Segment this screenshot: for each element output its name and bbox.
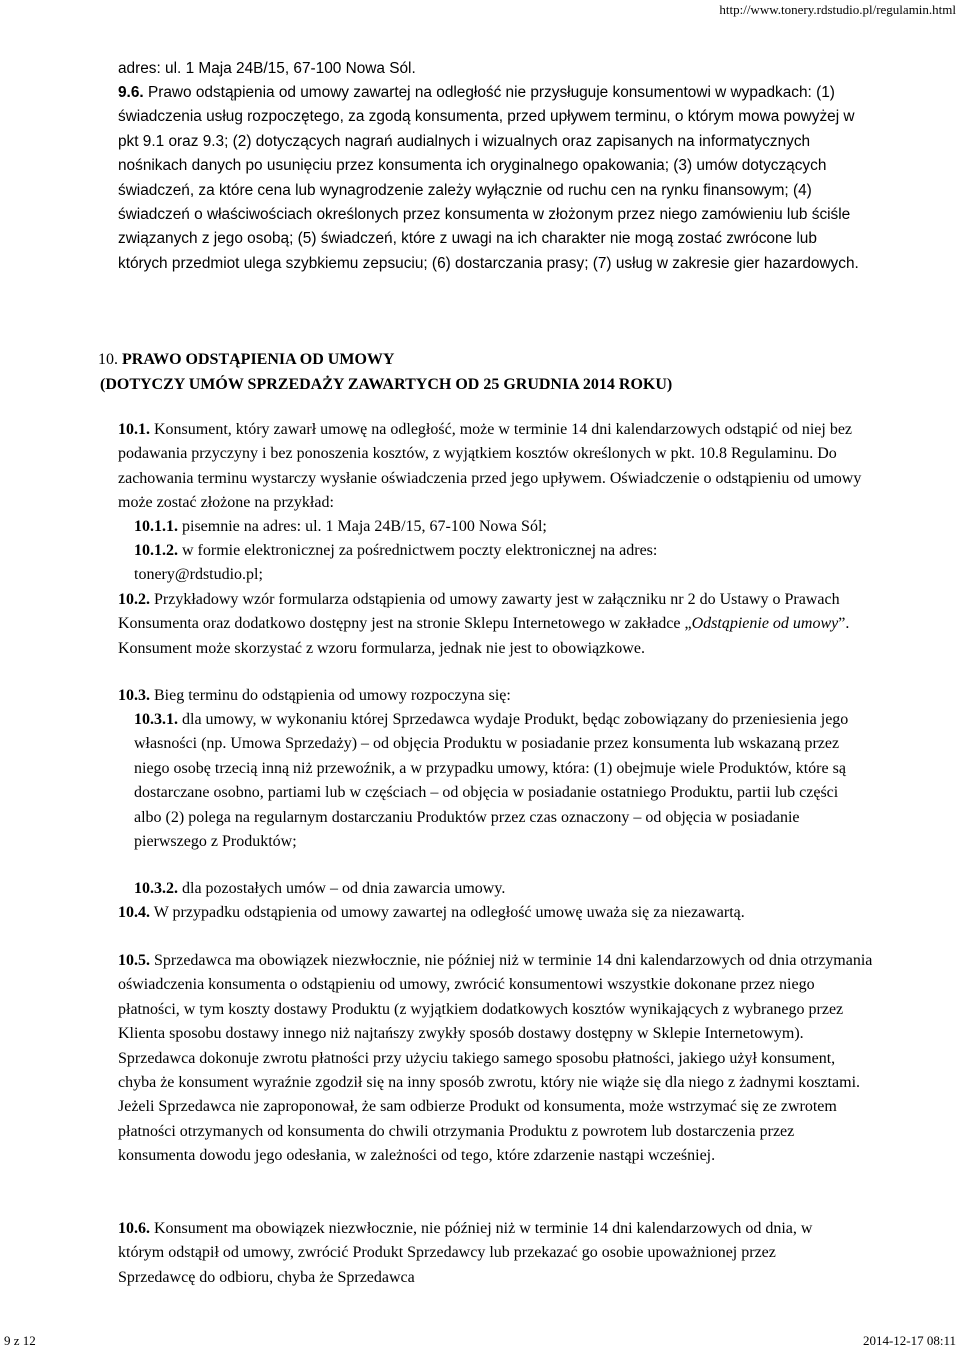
- paragraph-10-5-text: Sprzedawca ma obowiązek niezwłocznie, nie później niż w terminie 14 dni kalendarzowych od dnia otrzymania oświadczenia konsumenta o odstąpieniu od umowy, zwrócić konsumentowi wszystkie dokonane przez niego płatności, w tym koszty dostawy Produktu (z wyjątkiem dodatkowych kosztów wynikających z wybranego przez Klienta sposobu dostawy innego niż najtańszy zwykły sposób dostawy dostępny w Sklepie Internetowym). Sprzedawca dokonuje zwrotu płatności przy użyciu takiego samego sposobu płatności, jakiego użył konsument, chyba że konsument wyraźnie zgodził się na inny sposób zwrotu, który nie wiąże się dla niego z żadnymi kosztami. Jeżeli Sprzedawca nie zaproponował, że sam odbierze Produkt od konsumenta, może wstrzymać się ze zwrotem płatności otrzymanych od konsumenta do chwili otrzymania Produktu z powrotem lub dostarczenia przez konsumenta dowodu jego odesłania, w zależności od tego, które zdarzenie nastąpi wcześniej.: [118, 952, 873, 1165]
- paragraph-10-1-1-text: pisemnie na adres: ul. 1 Maja 24B/15, 67-100 Nowa Sól;: [182, 518, 547, 535]
- paragraph-10-6-number: 10.6.: [118, 1220, 150, 1237]
- paragraph-10-2-text-a: Przykładowy wzór formularza odstąpienia od umowy zawarty jest w załączniku nr 2 do Ustawy o Prawach Konsumenta oraz dodatkowo dostępny jest na stronie Sklepu Internetowego w zakładce „: [118, 591, 840, 633]
- section-10-heading: [98, 348, 394, 372]
- paragraph-10-1-2: [134, 539, 784, 588]
- paragraph-10-5: [118, 949, 873, 1169]
- paragraph-10-4-text: W przypadku odstąpienia od umowy zawartej na odległość umowę uważa się za niezawartą.: [153, 904, 745, 921]
- paragraph-10-3: [118, 684, 870, 708]
- page-counter: 9 z 12: [4, 1333, 36, 1348]
- paragraph-10-3-number: 10.3.: [118, 687, 150, 704]
- header-url: http://www.tonery.rdstudio.pl/regulamin.html: [719, 2, 956, 17]
- address-text: adres: ul. 1 Maja 24B/15, 67-100 Nowa Sól.: [118, 60, 416, 77]
- paragraph-9-6-text: Prawo odstąpienia od umowy zawartej na odległość nie przysługuje konsumentowi w wypadkach: (1) świadczenia usług rozpoczętego, za zgodą konsumenta, przed upływem terminu, o którym mowa powyżej w pkt 9.1 oraz 9.3; (2) dotyczących nagrań audialnych i wizualnych oraz zapisanych na informatycznych nośnikach danych po usunięciu przez konsumenta ich oryginalnego opakowania; (3) umów dotyczących świadczeń, za które cena lub wynagrodzenie zależy wyłącznie od ruchu cen na rynku finansowym; (4) świadczeń o właściwościach określonych przez konsumenta w złożonym przez niego zamówieniu lub ściśle związanych z jego osobą; (5) świadczeń, które z uwagi na ich charakter nie mogą zostać zwrócone lub których przedmiot ulega szybkiemu zepsuciu; (6) dostarczania prasy; (7) usług w zakresie gier hazardowych.: [118, 84, 859, 272]
- paragraph-10-3-2: [134, 877, 869, 901]
- paragraph-10-6-text: Konsument ma obowiązek niezwłocznie, nie później niż w terminie 14 dni kalendarzowych od dnia, w którym odstąpił od umowy, zwrócić Produkt Sprzedawcy lub przekazać go osobie upoważnionej przez Sprzedawcę do odbioru, chyba że Sprzedawca: [118, 1220, 813, 1286]
- paragraph-10-5-number: 10.5.: [118, 952, 150, 969]
- paragraph-10-3-2-text: dla pozostałych umów – od dnia zawarcia umowy.: [182, 880, 506, 897]
- paragraph-10-1-visible: [118, 418, 873, 516]
- paragraph-10-1-1: [134, 515, 874, 539]
- paragraph-10-3-1: [134, 708, 869, 854]
- paragraph-9-6: [118, 81, 870, 276]
- paragraph-10-4-number: 10.4.: [118, 904, 150, 921]
- paragraph-10-1-2-number: 10.1.2.: [134, 542, 178, 559]
- address-line: [118, 57, 918, 81]
- paragraph-10-3-1-number: 10.3.1.: [134, 711, 178, 728]
- paragraph-10-2: [118, 588, 870, 661]
- section-10-title-line1: PRAWO ODSTĄPIENIA OD UMOWY: [122, 351, 395, 368]
- paragraph-9-6-number: 9.6.: [118, 84, 144, 101]
- paragraph-10-1-1-number: 10.1.1.: [134, 518, 178, 535]
- paragraph-10-2-text-b: ”. Konsument może skorzystać z wzoru formularza, jednak nie jest to obowiązkowe.: [118, 615, 850, 657]
- paragraph-10-3-text: Bieg terminu do odstąpienia od umowy rozpoczyna się:: [154, 687, 511, 704]
- paragraph-10-2-italic: Odstąpienie od umowy: [691, 615, 839, 633]
- paragraph-10-3-2-number: 10.3.2.: [134, 880, 178, 897]
- print-datetime: 2014-12-17 08:11: [862, 1333, 956, 1348]
- paragraph-10-1-number: 10.1.: [118, 421, 150, 438]
- paragraph-10-1-text: Konsument, który zawarł umowę na odległość, może w terminie 14 dni kalendarzowych odstąpić od niej bez podawania przyczyny i bez ponoszenia kosztów, z wyjątkiem kosztów określonych w pkt. 10.8 Regulaminu. Do zachowania terminu wystarczy wysłanie oświadczenia przed jego upływem. Oświadczenie o odstąpieniu od umowy może zostać złożone na przykład:: [118, 421, 862, 512]
- paragraph-10-6: [118, 1217, 838, 1290]
- paragraph-10-4: [118, 901, 828, 925]
- paragraph-10-3-1-text: dla umowy, w wykonaniu której Sprzedawca wydaje Produkt, będąc zobowiązany do przeniesienia jego własności (np. Umowa Sprzedaży) – od objęcia Produktu w posiadanie przez konsumenta lub wskazaną przez niego osobę trzecią inną niż przewoźnik, a w przypadku umowy, która: (1) obejmuje wiele Produktów, które są dostarczane osobno, partiami lub w częściach – od objęcia w posiadanie ostatniego Produktu, partii lub części albo (2) polega na regularnym dostarczaniu Produktów przez czas oznaczony – od objęcia w posiadanie pierwszego z Produktów;: [134, 711, 849, 851]
- section-10-subtitle: (DOTYCZY UMÓW SPRZEDAŻY ZAWARTYCH OD 25 GRUDNIA 2014 ROKU): [100, 376, 673, 393]
- paragraph-10-1-2-text: w formie elektronicznej za pośrednictwem poczty elektronicznej na adres: tonery@rdstudio.pl;: [134, 542, 658, 584]
- paragraph-10-2-number: 10.2.: [118, 591, 150, 608]
- section-10-number: 10.: [98, 351, 118, 368]
